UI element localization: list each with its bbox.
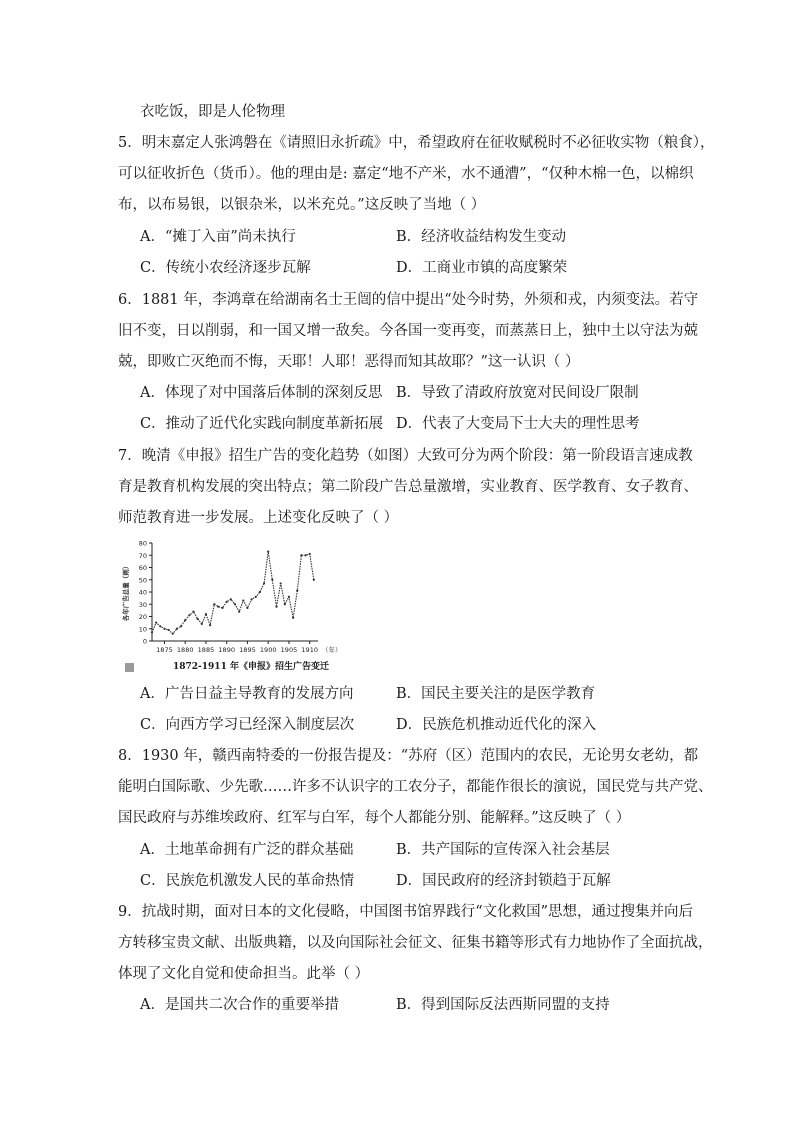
data-point bbox=[296, 590, 298, 592]
series-line bbox=[152, 552, 314, 634]
data-point bbox=[280, 582, 282, 584]
data-point bbox=[159, 625, 161, 627]
q8-option-b[interactable]: B．共产国际的宣传深入社会基层 bbox=[396, 842, 610, 858]
q8-stem-line-2: 能明白国际歌、少先歌……许多不认识字的工农分子，都能作很长的演说，国民党与共产党、 bbox=[118, 779, 713, 795]
data-point bbox=[217, 606, 219, 608]
data-point bbox=[288, 596, 290, 598]
x-tick-label: 1910 bbox=[301, 646, 318, 654]
data-point bbox=[209, 624, 211, 626]
q7-option-d[interactable]: D．民族危机推动近代化的深入 bbox=[396, 717, 597, 733]
data-point bbox=[201, 623, 203, 625]
x-axis-label: （年） bbox=[322, 646, 342, 654]
q6-option-a[interactable]: A．体现了对中国落后体制的深刻反思 bbox=[140, 385, 383, 401]
q7-option-b[interactable]: B．国民主要关注的是医学教育 bbox=[396, 686, 596, 702]
y-tick-label: 70 bbox=[138, 551, 147, 560]
y-tick-label: 30 bbox=[138, 600, 147, 609]
data-point bbox=[197, 618, 199, 620]
x-tick-label: 1885 bbox=[197, 646, 215, 654]
y-tick-label: 80 bbox=[138, 539, 147, 548]
q6-option-d[interactable]: D．代表了大变局下士大夫的理性思考 bbox=[396, 416, 640, 432]
y-axis-label: 各年广告总量（则） bbox=[122, 562, 130, 622]
x-tick-label: 1875 bbox=[156, 646, 173, 654]
data-point bbox=[163, 628, 165, 630]
caption-legend-box bbox=[125, 663, 134, 672]
y-tick-label: 50 bbox=[138, 576, 147, 585]
q7-option-a[interactable]: A．广告日益主导教育的发展方向 bbox=[140, 686, 354, 702]
q9-option-a[interactable]: A．是国共二次合作的重要举措 bbox=[140, 997, 339, 1013]
data-point bbox=[180, 625, 182, 627]
data-point bbox=[292, 617, 294, 619]
q5-option-b[interactable]: B．经济收益结构发生变动 bbox=[396, 229, 567, 245]
q6-stem-line-1: 6．1881 年，李鸿章在给湖南名士王闿的信中提出“处今时势，外须和戎，内须变法。若守 bbox=[118, 292, 699, 308]
chart-caption-text: 1872-1911 年《申报》招生广告变迁 bbox=[173, 662, 329, 672]
x-tick-label: 1900 bbox=[259, 646, 277, 654]
data-point bbox=[188, 614, 190, 616]
data-point bbox=[251, 598, 253, 600]
data-point bbox=[259, 591, 261, 593]
data-point bbox=[155, 622, 157, 624]
q6-option-b[interactable]: B．导致了清政府放宽对民间设厂限制 bbox=[396, 385, 639, 401]
q9-stem-line-1: 9．抗战时期，面对日本的文化侵略，中国图书馆界践行“文化救国”思想，通过搜集并向后 bbox=[118, 904, 694, 920]
data-point bbox=[267, 550, 269, 552]
data-point bbox=[242, 599, 244, 601]
q5-stem-line-1: 5．明末嘉定人张鸿磐在《请照旧永折疏》中，希望政府在征收赋税时不必征收实物（粮食）， bbox=[118, 135, 715, 151]
data-point bbox=[255, 596, 257, 598]
data-point bbox=[192, 611, 194, 613]
y-tick-label: 40 bbox=[138, 588, 147, 597]
x-tick-label: 1905 bbox=[280, 646, 298, 654]
q6-stem-line-3: 兢，即败亡灭绝而不悔，天耶！人耶！恶得而知其故耶？”这一认识（ ） bbox=[118, 354, 580, 370]
data-point bbox=[275, 606, 277, 608]
q7-stem-line-1: 7．晚清《申报》招生广告的变化趋势（如图）大致可分为两个阶段：第一阶段语言速成教 bbox=[118, 448, 693, 464]
q6-stem-line-2: 旧不变，日以削弱，和一国又增一敌矣。今各国一变再变，而蒸蒸日上，独中土以守法为兢 bbox=[118, 323, 698, 339]
data-point bbox=[271, 579, 273, 581]
x-tick-label: 1880 bbox=[176, 646, 194, 654]
y-tick-label: 10 bbox=[138, 625, 147, 634]
x-tick-label: 1895 bbox=[239, 646, 256, 654]
data-point bbox=[176, 628, 178, 630]
q5-option-a[interactable]: A．“摊丁入亩”尚未执行 bbox=[140, 229, 296, 245]
data-point bbox=[151, 631, 153, 633]
q8-option-a[interactable]: A．土地革命拥有广泛的群众基础 bbox=[140, 842, 354, 858]
q9-stem-line-2: 方转移宝贵文献、出版典籍，以及向国际社会征文、征集书籍等形式有力地协作了全面抗战， bbox=[118, 935, 713, 951]
advertisement-trend-chart bbox=[118, 535, 342, 680]
q6-option-c[interactable]: C．推动了近代化实践向制度革新拓展 bbox=[140, 416, 384, 432]
data-point bbox=[304, 554, 306, 556]
data-point bbox=[221, 607, 223, 609]
y-tick-label: 60 bbox=[138, 564, 147, 572]
x-tick-label: 1890 bbox=[218, 646, 235, 654]
q7-option-c[interactable]: C．向西方学习已经深入制度层次 bbox=[140, 717, 355, 733]
q7-stem-line-3: 师范教育进一步发展。上述变化反映了（ ） bbox=[118, 510, 399, 526]
q4-stem-tail: 衣吃饭，即是人伦物理 bbox=[140, 104, 285, 120]
data-point bbox=[238, 611, 240, 613]
q9-stem-line-3: 体现了文化自觉和使命担当。此举（ ） bbox=[118, 966, 370, 982]
data-point bbox=[263, 582, 265, 584]
q9-option-b[interactable]: B．得到国际反法西斯同盟的支持 bbox=[396, 997, 610, 1013]
data-point bbox=[234, 603, 236, 605]
data-point bbox=[184, 619, 186, 621]
data-point bbox=[309, 553, 311, 555]
data-point bbox=[230, 598, 232, 600]
q8-stem-line-3: 国民政府与苏维埃政府、红军与白军，每个人都能分别、能解释。”这反映了（ ） bbox=[118, 810, 631, 826]
chart-svg bbox=[118, 535, 342, 659]
q8-option-d[interactable]: D．国民政府的经济封锁趋于瓦解 bbox=[396, 873, 611, 889]
data-point bbox=[226, 601, 228, 603]
data-point bbox=[168, 629, 170, 631]
data-point bbox=[284, 603, 286, 605]
q5-stem-line-3: 布，以布易银，以银杂米，以米充兑。”这反映了当地（ ） bbox=[118, 197, 486, 213]
q7-stem-line-2: 育是教育机构发展的突出特点；第二阶段广告总量激增，实业教育、医学教育、女子教育、 bbox=[118, 479, 698, 495]
q8-option-c[interactable]: C．民族危机激发人民的革命热情 bbox=[140, 873, 355, 889]
data-point bbox=[213, 603, 215, 605]
y-tick-label: 0 bbox=[142, 637, 147, 646]
q5-stem-line-2: 可以征收折色（货币）。他的理由是: 嘉定“地不产米，水不通漕”，“仅种木棉一色，以棉织 bbox=[118, 166, 694, 182]
data-point bbox=[246, 607, 248, 609]
data-point bbox=[205, 613, 207, 615]
chart-caption bbox=[118, 659, 338, 675]
data-point bbox=[300, 554, 302, 556]
data-point bbox=[313, 579, 315, 581]
data-point bbox=[172, 633, 174, 635]
y-tick-label: 20 bbox=[138, 613, 147, 621]
q5-option-c[interactable]: C．传统小农经济逐步瓦解 bbox=[140, 260, 311, 276]
q5-option-d[interactable]: D．工商业市镇的高度繁荣 bbox=[396, 260, 568, 276]
q8-stem-line-1: 8．1930 年，赣西南特委的一份报告提及：“苏府（区）范围内的农民，无论男女老幼，都 bbox=[118, 748, 699, 764]
